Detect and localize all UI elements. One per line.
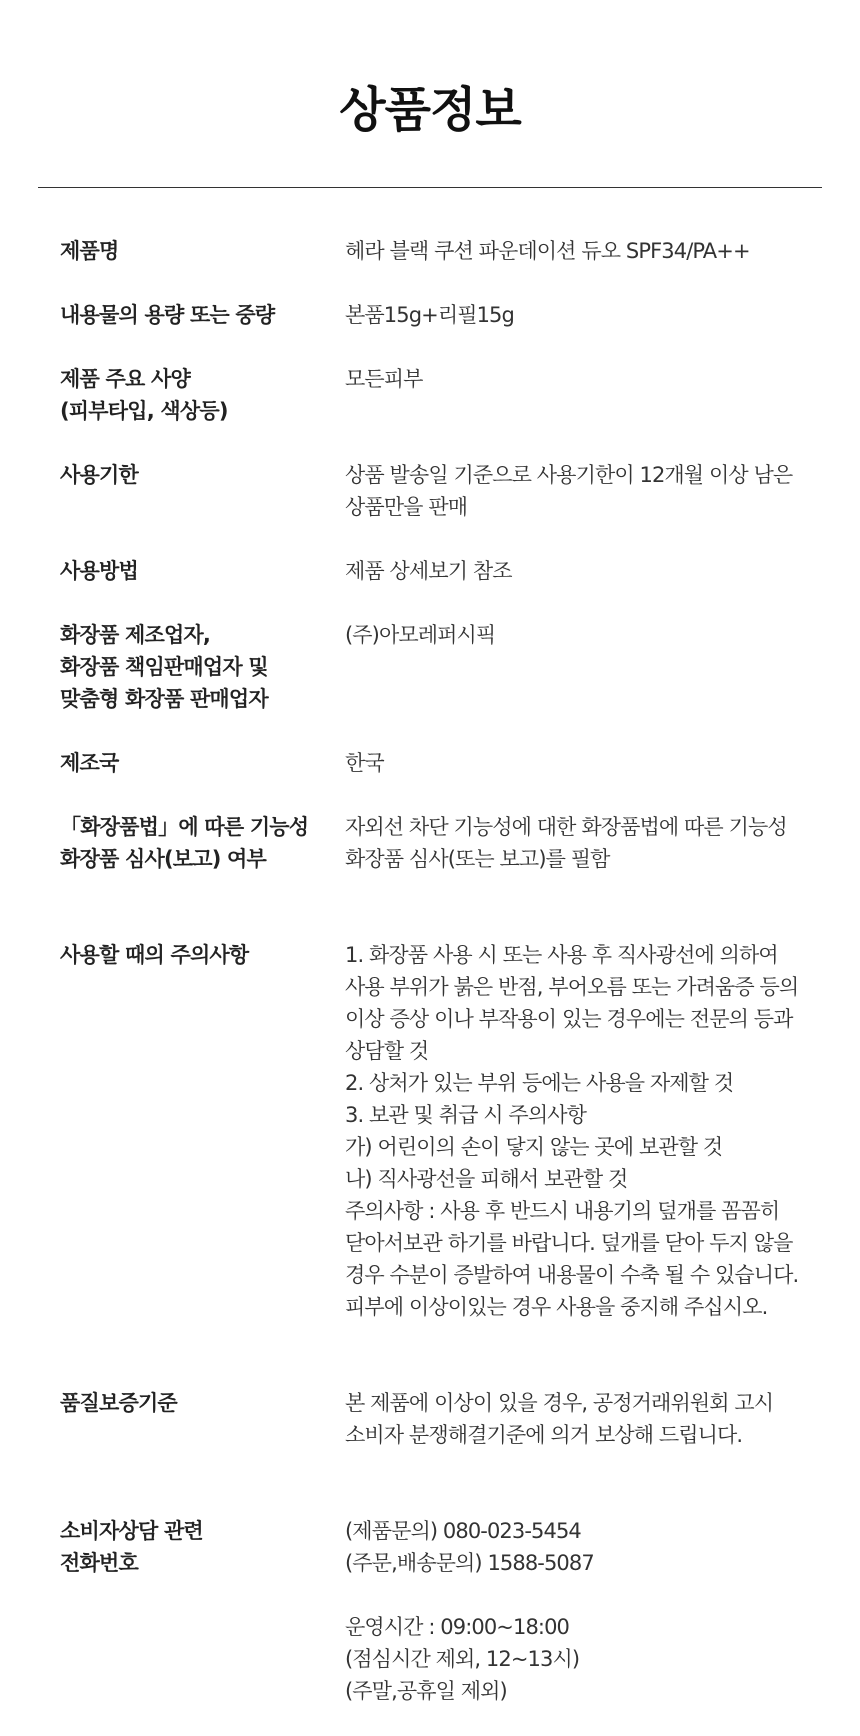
row-value: 모든피부 [345,367,423,391]
row-value: 한국 [345,751,384,775]
title-divider [38,187,822,188]
page-title: 상품정보 [339,82,521,138]
row-label: 소비자상담 관련 전화번호 [60,1519,203,1575]
row-label: 내용물의 용량 또는 중량 [60,303,275,327]
row-label: 사용방법 [60,559,138,583]
row-value: 본품15g+리필15g [345,303,514,327]
row-value: (제품문의) 080-023-5454 (주문,배송문의) 1588-5087 운영시간 : 09:00~18:00 (점심시간 제외, 12~13시) (주말,공휴일 제외) [345,1519,594,1703]
row-value: 헤라 블랙 쿠션 파운데이션 듀오 SPF34/PA++ [345,239,750,263]
row-value: (주)아모레퍼시픽 [345,623,496,647]
row-value: 본 제품에 이상이 있을 경우, 공정거래위원회 고시 소비자 분쟁해결기준에 의거 보상해 드립니다. [345,1391,774,1447]
row-label: 사용기한 [60,463,138,487]
row-value: 제품 상세보기 참조 [345,559,512,583]
row-label: 사용할 때의 주의사항 [60,943,249,967]
row-value: 1. 화장품 사용 시 또는 사용 후 직사광선에 의하여 사용 부위가 붉은 반점, 부어오름 또는 가려움증 등의 이상 증상 이나 부작용이 있는 경우에는 전문의 등과 상담할 것 2. 상처가 있는 부위 등에는 사용을 자제할 것 3. 보관 및 취급 시 주의사항 가) 어린이의 손이 닿지 않는 곳에 보관할 것 나) 직사광선을 피해서 보관할 것 주의사항 : 사용 후 반드시 내용기의 덮개를 꼼꼼히 닫아서보관 하기를 바랍니다. 덮개를 닫아 두지 않을 경우 수분이 증발하여 내용물이 수축 될 수 있습니다. 피부에 이상이있는 경우 사용을 중지해 주십시오. [345,943,799,1319]
row-label: 화장품 제조업자, 화장품 책임판매업자 및 맞춤형 화장품 판매업자 [60,623,268,711]
row-label: 「화장품법」에 따른 기능성 화장품 심사(보고) 여부 [60,815,309,871]
row-value: 상품 발송일 기준으로 사용기한이 12개월 이상 남은 상품만을 판매 [345,463,793,519]
row-label: 제품 주요 사양 (피부타입, 색상등) [60,367,228,423]
row-label: 제품명 [60,239,119,263]
row-value: 자외선 차단 기능성에 대한 화장품법에 따른 기능성 화장품 심사(또는 보고)를 필함 [345,815,787,871]
row-label: 품질보증기준 [60,1391,177,1415]
row-label: 제조국 [60,751,119,775]
